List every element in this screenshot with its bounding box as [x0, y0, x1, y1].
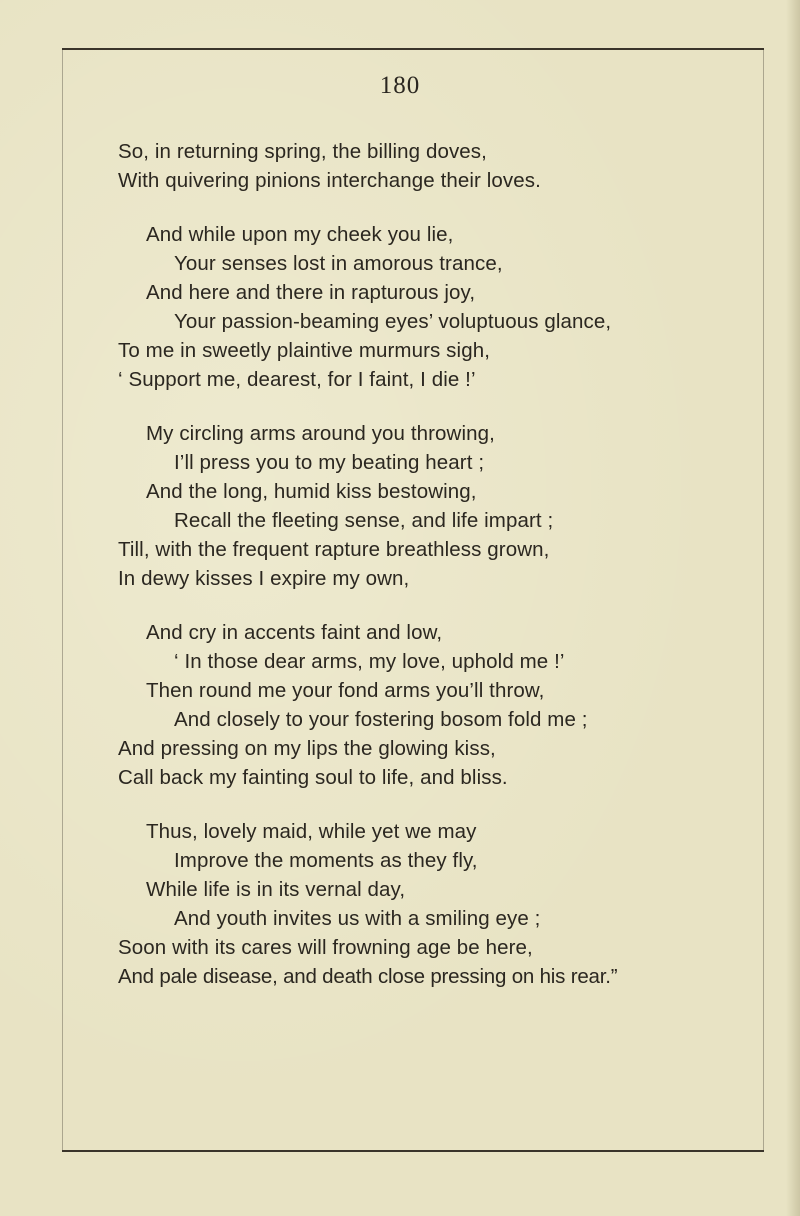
poem-line: In dewy kisses I expire my own, [118, 567, 410, 590]
poem-line: And youth invites us with a smiling eye ; [174, 907, 541, 930]
poem-line: And here and there in rapturous joy, [146, 281, 476, 304]
poem-line: And while upon my cheek you lie, [146, 223, 454, 246]
poem-line: Thus, lovely maid, while yet we may [146, 820, 477, 843]
right-border [763, 48, 764, 1151]
poem-line: So, in returning spring, the billing doves, [118, 140, 487, 163]
page-edge-shadow [786, 0, 800, 1216]
poem-line: Soon with its cares will frowning age be here, [118, 936, 533, 959]
poem-line: To me in sweetly plaintive murmurs sigh, [118, 339, 490, 362]
poem-line: Your senses lost in amorous trance, [174, 252, 503, 275]
poem-line: ‘ In those dear arms, my love, uphold me !’ [174, 650, 565, 673]
poem-line: And pale disease, and death close pressing on his rear.” [118, 965, 618, 988]
poem-line: And closely to your fostering bosom fold me ; [174, 708, 588, 731]
poem-line: Recall the fleeting sense, and life impart ; [174, 509, 554, 532]
poem-line: Your passion-beaming eyes’ voluptuous glance, [174, 310, 612, 333]
top-rule [62, 48, 764, 50]
poem-line: With quivering pinions interchange their loves. [118, 169, 541, 192]
page-number: 180 [379, 72, 421, 99]
poem-line: Then round me your fond arms you’ll throw, [146, 679, 545, 702]
poem-line: And pressing on my lips the glowing kiss, [118, 737, 496, 760]
poem-line: I’ll press you to my beating heart ; [174, 451, 485, 474]
poem-line: Improve the moments as they fly, [174, 849, 478, 872]
poem-line: ‘ Support me, dearest, for I faint, I die !’ [118, 368, 476, 391]
poem-line: My circling arms around you throwing, [146, 422, 495, 445]
poem-line: And the long, humid kiss bestowing, [146, 480, 477, 503]
bottom-rule [62, 1150, 764, 1152]
left-border [62, 48, 63, 1151]
poem-line: And cry in accents faint and low, [146, 621, 443, 644]
poem-line: Call back my fainting soul to life, and bliss. [118, 766, 508, 789]
poem-line: While life is in its vernal day, [146, 878, 406, 901]
poem-line: Till, with the frequent rapture breathless grown, [118, 538, 550, 561]
